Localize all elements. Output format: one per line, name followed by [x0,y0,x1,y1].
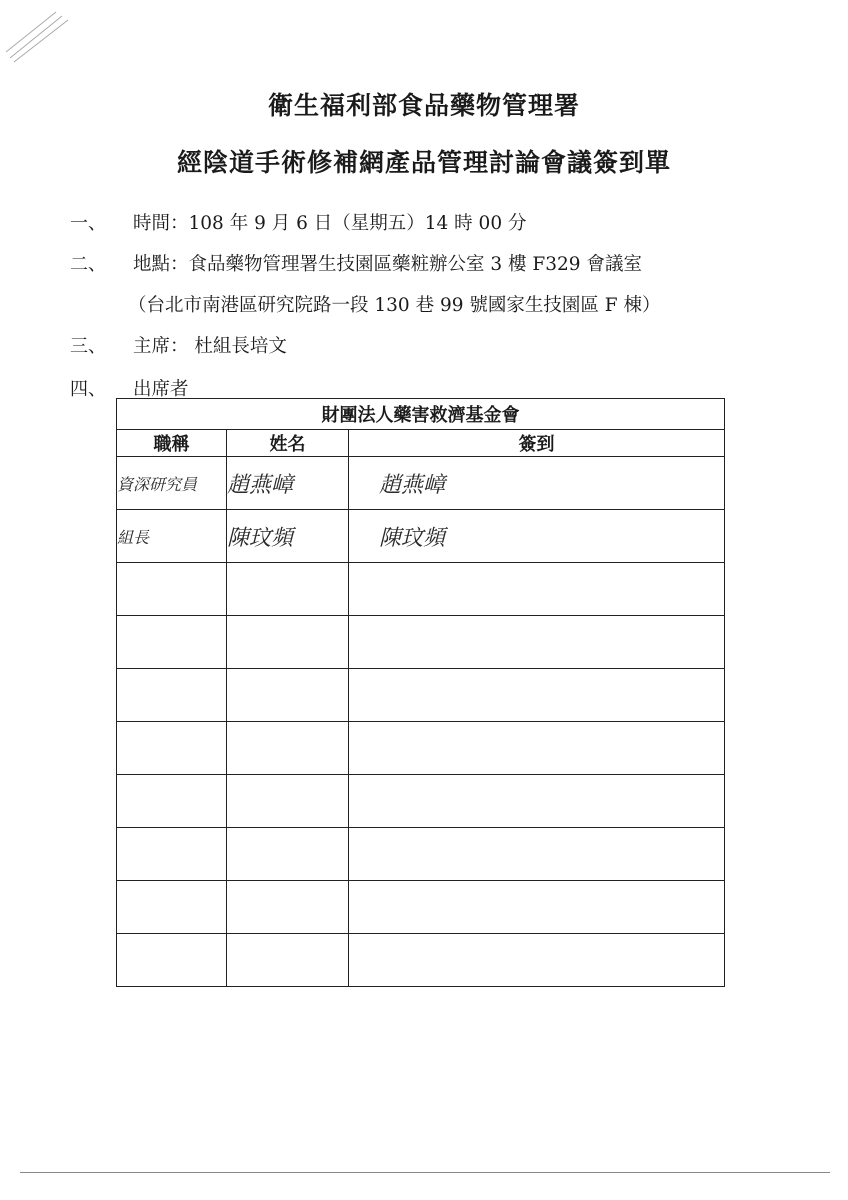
attendee-title [117,669,227,722]
meeting-time: 時間：108 年 9 月 6 日（星期五）14 時 00 分 [133,213,527,234]
column-header-row [117,430,725,457]
organization-name: 財團法人藥害救濟基金會 [117,399,725,430]
item-number: 一、 [70,213,106,234]
attendee-name [227,828,349,881]
item-number: 二、 [70,254,106,275]
column-header-title: 職稱 [117,430,227,457]
column-header-name: 姓名 [227,430,349,457]
column-header-signature: 簽到 [349,430,725,457]
table-row [117,669,725,722]
attendance-table [116,398,725,987]
attendee-title [117,934,227,987]
attendee-name: 趙燕嶂 [227,457,349,510]
table-row [117,775,725,828]
attendee-signature [349,563,725,616]
attendee-name [227,775,349,828]
meeting-chair: 主席： 杜組長培文 [133,336,287,357]
attendee-signature [349,616,725,669]
attendee-signature [349,881,725,934]
attendee-name [227,722,349,775]
table-row [117,616,725,669]
attendee-name [227,669,349,722]
attendee-signature: 趙燕嶂 [349,457,725,510]
attendee-signature [349,828,725,881]
attendee-name [227,616,349,669]
table-row [117,934,725,987]
attendee-signature [349,934,725,987]
attendee-signature: 陳玟頻 [349,510,725,563]
attendee-title [117,722,227,775]
attendee-title [117,881,227,934]
item-number: 三、 [70,336,106,357]
table-row [117,828,725,881]
attendees-label: 出席者 [133,379,189,400]
meeting-address: （台北市南港區研究院路一段 130 巷 99 號國家生技園區 F 棟） [128,295,661,316]
attendee-signature [349,722,725,775]
attendee-title [117,775,227,828]
agency-title: 衛生福利部食品藥物管理署 [267,91,580,120]
item-number: 四、 [70,379,106,400]
attendee-title: 資深研究員 [117,457,227,510]
corner-stamp-mark [2,6,74,66]
table-row [117,881,725,934]
table-row [117,510,725,563]
page-bottom-rule [20,1172,830,1173]
table-row [117,457,725,510]
attendee-name [227,881,349,934]
attendee-title: 組長 [117,510,227,563]
attendee-title [117,828,227,881]
attendee-name [227,563,349,616]
attendee-name [227,934,349,987]
meeting-title: 經陰道手術修補網產品管理討論會議簽到單 [176,148,671,177]
attendee-signature [349,669,725,722]
attendee-title [117,616,227,669]
table-row [117,722,725,775]
attendee-signature [349,775,725,828]
attendee-title [117,563,227,616]
table-row [117,563,725,616]
attendee-name: 陳玟頻 [227,510,349,563]
organization-row [117,399,725,430]
meeting-location: 地點：食品藥物管理署生技園區藥粧辦公室 3 樓 F329 會議室 [133,254,642,275]
